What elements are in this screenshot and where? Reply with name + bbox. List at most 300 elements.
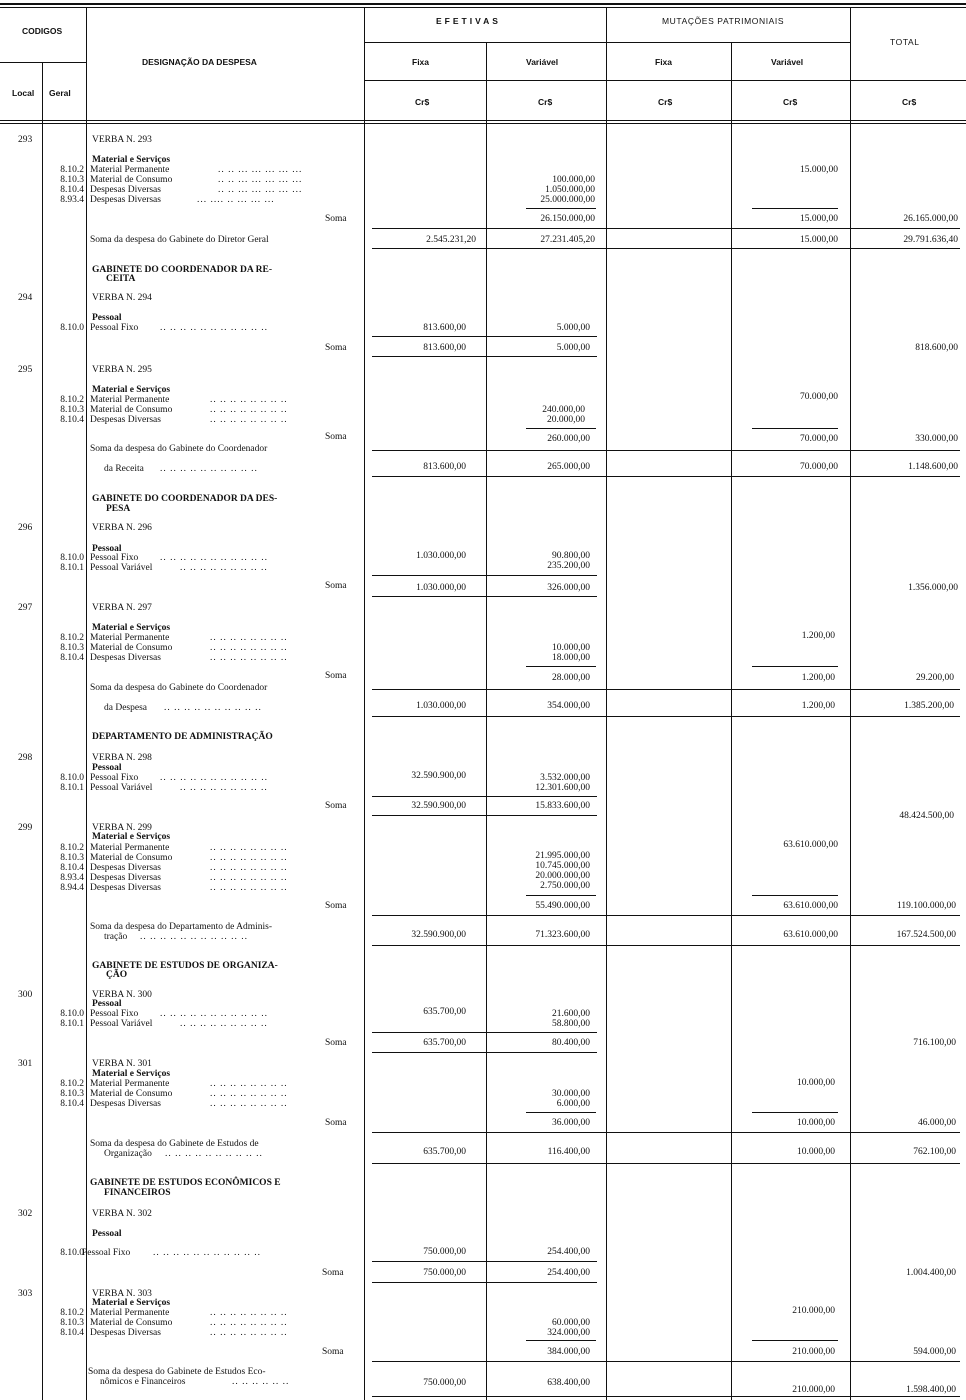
ef-variavel: 12.301.600,00	[535, 783, 590, 793]
ef-variavel: 21.995.000,00	[535, 851, 590, 861]
leader-dots: .. .. .. .. .. .. .. ..	[210, 633, 288, 643]
sum-rule	[372, 689, 960, 690]
item-desc: Despesas Diversas	[90, 873, 161, 883]
leader-dots: .. .. .. .. .. .. .. ..	[210, 643, 288, 653]
sum-rule	[372, 248, 960, 249]
ef-variavel: 6.000,00	[556, 1099, 590, 1109]
item-desc: Pessoal Variável	[90, 563, 153, 573]
hdr-codigos: CODIGOS	[22, 26, 63, 36]
leader-dots: .. .. .. .. .. .. .. ..	[210, 843, 288, 853]
mut-variavel: 15.000,00	[800, 165, 838, 175]
ef-variavel: 324.000,00	[547, 1328, 590, 1338]
leader-dots: .. .. .. .. .. .. .. ..	[210, 1328, 288, 1338]
section-title-cont: CEITA	[106, 274, 136, 284]
item-desc: Pessoal Fixo	[90, 553, 139, 563]
ef-fixa: 32.590.900,00	[411, 771, 466, 781]
soma-ef-variavel: 28.000,00	[552, 673, 590, 683]
gabinete-soma-text: Soma da despesa do Gabinete do Coordenador	[90, 444, 268, 454]
ef-variavel: 254.400,00	[547, 1247, 590, 1257]
header-sub-rule-2	[365, 80, 966, 81]
leader-dots: ... .... .. ... ... ...	[197, 195, 275, 205]
col-rule-fixa1	[486, 42, 487, 1400]
leader-dots: .. .. .. .. .. .. .. .. .. .. ..	[140, 932, 248, 942]
item-desc: Despesas Diversas	[90, 883, 161, 893]
soma-label: Soma	[325, 801, 347, 811]
leader-dots: .. .. .. .. .. .. .. ..	[210, 873, 288, 883]
geral-code: 8.10.1	[60, 1019, 84, 1029]
ef-variavel: 100.000,00	[552, 175, 595, 185]
item-desc: Material Permanente	[90, 1308, 170, 1318]
soma-total: 1.385.200,00	[904, 701, 954, 711]
soma-label: Soma	[325, 671, 347, 681]
geral-code: 8.10.3	[60, 643, 84, 653]
geral-code: 8.93.4	[60, 195, 84, 205]
section-title: GABINETE DO COORDENADOR DA DES-	[92, 494, 278, 504]
gabinete-soma-text-cont: Organização	[104, 1149, 152, 1159]
sum-rule	[526, 895, 596, 896]
verba-title: VERBA N. 299	[92, 823, 152, 833]
mut-variavel: 63.610.000,00	[783, 840, 838, 850]
soma-ef-fixa: 813.600,00	[423, 343, 466, 353]
geral-code: 8.10.3	[60, 853, 84, 863]
leader-dots: .. .. .. .. .. .. .. ..	[210, 883, 288, 893]
section-title: GABINETE DO COORDENADOR DA RE-	[92, 265, 272, 275]
leader-dots: .. .. .. .. .. ..	[232, 1377, 290, 1387]
sum-rule	[372, 575, 597, 576]
soma-label: Soma	[325, 432, 347, 442]
local-code: 301	[18, 1059, 33, 1069]
sum-rule	[526, 1112, 596, 1113]
item-desc: Pessoal Variável	[90, 783, 153, 793]
geral-code: 8.10.2	[60, 1079, 84, 1089]
leader-dots: .. .. .. .. .. .. .. .. .. .. ..	[153, 1248, 261, 1258]
leader-dots: .. .. .. .. .. .. .. .. .. .. ..	[160, 553, 268, 563]
item-desc: Material de Consumo	[90, 853, 173, 863]
geral-code: 8.10.2	[60, 1308, 84, 1318]
ef-variavel: 235.200,00	[547, 561, 590, 571]
local-code: 299	[18, 823, 33, 833]
soma-total: 594.000,00	[913, 1347, 956, 1357]
ef-variavel: 5.000,00	[556, 323, 590, 333]
item-desc: Despesas Diversas	[90, 653, 161, 663]
geral-code: 8.10.3	[60, 405, 84, 415]
geral-code: 8.10.4	[60, 1328, 84, 1338]
col-rule-var2	[850, 7, 851, 1400]
soma-label: Soma	[325, 1118, 347, 1128]
soma-total: 119.100.000,00	[896, 901, 956, 911]
verba-title: VERBA N. 293	[92, 135, 152, 145]
leader-dots: .. .. .. .. .. .. .. .. ..	[180, 783, 268, 793]
item-desc: Pessoal Fixo	[82, 1248, 131, 1258]
geral-code: 8.10.3	[60, 1318, 84, 1328]
geral-code: 8.10.0	[60, 1009, 84, 1019]
ef-variavel: 3.532.000,00	[540, 773, 590, 783]
item-desc: Material de Consumo	[90, 1318, 173, 1328]
item-desc: Despesas Diversas	[90, 185, 161, 195]
leader-dots: .. .. ... ... ... ... ...	[218, 165, 303, 175]
item-desc: Material de Consumo	[90, 1089, 173, 1099]
soma-label: Soma	[325, 214, 347, 224]
group-label: Material e Serviços	[92, 1069, 171, 1079]
local-code: 300	[18, 990, 33, 1000]
sum-rule	[372, 1282, 597, 1283]
soma-label: Soma	[325, 1038, 347, 1048]
group-label: Pessoal	[92, 544, 122, 554]
ef-variavel: 18.000,00	[552, 653, 590, 663]
header-sub-rule-1	[365, 42, 850, 43]
gabinete-soma-text-cont: da Despesa	[104, 703, 147, 713]
hdr-crs-5: Cr$	[902, 97, 917, 107]
verba-title: VERBA N. 301	[92, 1059, 152, 1069]
soma-total: 762.100,00	[913, 1147, 956, 1157]
col-rule-var1	[606, 7, 607, 1400]
ef-variavel: 1.050.000,00	[545, 185, 595, 195]
group-label: Material e Serviços	[92, 385, 171, 395]
sum-rule	[372, 716, 960, 717]
verba-title: VERBA N. 296	[92, 523, 152, 533]
hdr-crs-2: Cr$	[538, 97, 553, 107]
sum-rule	[526, 428, 596, 429]
leader-dots: .. .. .. .. .. .. .. .. ..	[180, 563, 268, 573]
soma-total: 1.148.600,00	[908, 462, 958, 472]
local-code: 302	[18, 1209, 33, 1219]
soma-ef-variavel: 260.000,00	[547, 434, 590, 444]
hdr-fixa-2: Fixa	[655, 57, 673, 67]
item-desc: Material de Consumo	[90, 175, 173, 185]
mut-variavel: 70.000,00	[800, 392, 838, 402]
ef-variavel: 30.000,00	[552, 1089, 590, 1099]
verba-title: VERBA N. 294	[92, 293, 152, 303]
sum-rule	[752, 895, 838, 896]
col-rule-fixa2	[731, 42, 732, 1400]
leader-dots: .. .. ... ... ... ... ...	[218, 175, 303, 185]
soma-mut-variavel: 10.000,00	[797, 1118, 835, 1128]
geral-code: 8.93.4	[60, 873, 84, 883]
geral-code: 8.10.0	[60, 773, 84, 783]
ef-variavel: 21.600,00	[552, 1009, 590, 1019]
sum-rule	[372, 1261, 597, 1262]
geral-code: 8.10.4	[60, 415, 84, 425]
soma-label: Soma	[325, 343, 347, 353]
geral-code: 8.10.4	[60, 185, 84, 195]
sum-rule	[372, 945, 960, 946]
soma-ef-fixa: 750.000,00	[423, 1268, 466, 1278]
soma-total: 26.165.000,00	[903, 214, 958, 224]
ef-variavel: 20.000,00	[547, 415, 585, 425]
ef-variavel: 10.745.000,00	[535, 861, 590, 871]
item-desc: Pessoal Variável	[90, 1019, 153, 1029]
soma-ef-fixa: 635.700,00	[423, 1038, 466, 1048]
leader-dots: .. .. .. .. .. .. .. .. .. ..	[164, 703, 262, 713]
soma-total: 48.424.500,00	[899, 811, 954, 821]
sum-rule	[372, 1396, 960, 1397]
soma-mut-variavel: 210.000,00	[792, 1347, 835, 1357]
local-code: 294	[18, 293, 33, 303]
soma-ef-variavel: 265.000,00	[547, 462, 590, 472]
leader-dots: .. .. .. .. .. .. .. .. .. .. ..	[160, 1009, 268, 1019]
hdr-designacao: DESIGNAÇÃO DA DESPESA	[142, 57, 257, 67]
geral-code: 8.10.4	[60, 863, 84, 873]
soma-total: 167.524.500,00	[896, 930, 956, 940]
item-desc: Despesas Diversas	[90, 195, 161, 205]
section-title-cont: PESA	[106, 504, 131, 514]
soma-mut-variavel: 70.000,00	[800, 462, 838, 472]
geral-code: 8.10.3	[60, 175, 84, 185]
group-label: Pessoal	[92, 999, 122, 1009]
soma-ef-variavel: 80.400,00	[552, 1038, 590, 1048]
soma-total: 46.000,00	[918, 1118, 956, 1128]
codigos-rule	[0, 62, 86, 63]
item-desc: Despesas Diversas	[90, 863, 161, 873]
soma-total: 330.000,00	[915, 434, 958, 444]
geral-code: 8.10.2	[60, 165, 84, 175]
hdr-mutacoes: MUTAÇÕES PATRIMONIAIS	[662, 16, 785, 26]
mut-variavel: 10.000,00	[797, 1078, 835, 1088]
soma-ef-fixa: 813.600,00	[423, 462, 466, 472]
header-bottom-rule	[0, 120, 966, 121]
local-code: 293	[18, 135, 33, 145]
sum-rule	[526, 666, 596, 667]
leader-dots: .. .. .. .. .. .. .. .. .. ..	[165, 1149, 263, 1159]
hdr-total: TOTAL	[890, 37, 920, 47]
geral-code: 8.10.4	[60, 653, 84, 663]
gabinete-soma-text: Soma da despesa do Departamento de Adminis-	[90, 922, 273, 932]
soma-ef-fixa: 1.030.000,00	[416, 701, 466, 711]
item-desc: Despesas Diversas	[90, 415, 161, 425]
soma-ef-variavel: 55.490.000,00	[535, 901, 590, 911]
leader-dots: .. .. .. .. .. .. .. .. .. ..	[160, 464, 258, 474]
hdr-fixa-1: Fixa	[412, 57, 430, 67]
sum-rule	[372, 356, 597, 357]
soma-ef-variavel: 5.000,00	[556, 343, 590, 353]
mut-variavel: 210.000,00	[792, 1306, 835, 1316]
item-desc: Material Permanente	[90, 165, 170, 175]
soma-label: Soma	[322, 1347, 344, 1357]
soma-ef-fixa: 635.700,00	[423, 1147, 466, 1157]
ef-fixa: 1.030.000,00	[416, 551, 466, 561]
leader-dots: .. .. .. .. .. .. .. ..	[210, 853, 288, 863]
leader-dots: .. .. .. .. .. .. .. ..	[210, 1318, 288, 1328]
group-label: Pessoal	[92, 313, 122, 323]
geral-code: 8.10.3	[60, 1089, 84, 1099]
sum-rule	[372, 450, 960, 451]
sum-rule	[752, 208, 838, 209]
verba-title: VERBA N. 295	[92, 365, 152, 375]
leader-dots: .. .. .. .. .. .. .. ..	[210, 405, 288, 415]
soma-total: 29.200,00	[916, 673, 954, 683]
local-code: 303	[18, 1289, 33, 1299]
ef-fixa: 750.000,00	[423, 1247, 466, 1257]
group-label: Material e Serviços	[92, 155, 171, 165]
item-desc: Pessoal Fixo	[90, 1009, 139, 1019]
sum-rule	[372, 1132, 960, 1133]
verba-title: VERBA N. 302	[92, 1209, 152, 1219]
gabinete-soma-text: Soma da despesa do Gabinete de Estudos de	[90, 1139, 259, 1149]
sum-rule	[372, 476, 960, 477]
leader-dots: .. .. ... ... ... ... ...	[218, 185, 303, 195]
item-desc: Material de Consumo	[90, 405, 173, 415]
sum-rule	[372, 336, 597, 337]
geral-code: 8.94.4	[60, 883, 84, 893]
sum-rule	[372, 596, 597, 597]
soma-mut-variavel: 15.000,00	[800, 214, 838, 224]
soma-total: 1.004.400,00	[906, 1268, 956, 1278]
soma-ef-fixa: 2.545.231,20	[426, 235, 476, 245]
leader-dots: .. .. .. .. .. .. .. .. ..	[180, 1019, 268, 1029]
gabinete-soma-text: Soma da despesa do Gabinete do Coordenador	[90, 683, 268, 693]
col-rule-local	[42, 62, 43, 1400]
ef-variavel: 58.800,00	[552, 1019, 590, 1029]
soma-ef-variavel: 354.000,00	[547, 701, 590, 711]
sum-rule	[752, 428, 838, 429]
header-bottom-rule-2	[0, 123, 966, 124]
ef-variavel: 20.000.000,00	[535, 871, 590, 881]
item-desc: Despesas Diversas	[90, 1099, 161, 1109]
leader-dots: .. .. .. .. .. .. .. .. .. .. ..	[160, 773, 268, 783]
hdr-local: Local	[12, 88, 35, 98]
leader-dots: .. .. .. .. .. .. .. ..	[210, 415, 288, 425]
section-title: GABINETE DE ESTUDOS ECONÔMICOS E	[90, 1178, 281, 1188]
verba-title: VERBA N. 303	[92, 1289, 152, 1299]
leader-dots: .. .. .. .. .. .. .. ..	[210, 1099, 288, 1109]
soma-mut-variavel: 63.610.000,00	[783, 901, 838, 911]
sum-rule	[752, 1340, 838, 1341]
hdr-variavel-1: Variável	[526, 57, 559, 67]
soma-ef-variavel: 27.231.405,20	[540, 235, 595, 245]
soma-label: Soma	[325, 581, 347, 591]
group-label: Material e Serviços	[92, 623, 171, 633]
hdr-efetivas: EFETIVAS	[436, 16, 501, 26]
group-label: Material e Serviços	[92, 832, 171, 842]
verba-title: VERBA N. 297	[92, 603, 152, 613]
top-rule-2	[0, 7, 966, 8]
col-rule-geral	[86, 7, 87, 1400]
ef-fixa: 813.600,00	[423, 323, 466, 333]
verba-title: VERBA N. 300	[92, 990, 152, 1000]
sum-rule	[372, 1052, 597, 1053]
geral-code: 8.10.1	[60, 563, 84, 573]
soma-mut-variavel: 1.200,00	[801, 701, 835, 711]
soma-ef-fixa: 32.590.900,00	[411, 930, 466, 940]
sum-rule	[372, 815, 597, 816]
local-code: 296	[18, 523, 33, 533]
leader-dots: .. .. .. .. .. .. .. ..	[210, 1089, 288, 1099]
leader-dots: .. .. .. .. .. .. .. ..	[210, 395, 288, 405]
hdr-crs-4: Cr$	[783, 97, 798, 107]
soma-label: Soma	[325, 901, 347, 911]
leader-dots: .. .. .. .. .. .. .. .. .. .. ..	[160, 323, 268, 333]
item-desc: Material de Consumo	[90, 643, 173, 653]
item-desc: Material Permanente	[90, 1079, 170, 1089]
ef-variavel: 2.750.000,00	[540, 881, 590, 891]
soma-ef-variavel: 15.833.600,00	[535, 801, 590, 811]
soma-mut-variavel: 210.000,00	[792, 1385, 835, 1395]
soma-total: 818.600,00	[915, 343, 958, 353]
local-code: 298	[18, 753, 33, 763]
sum-rule	[372, 1163, 960, 1164]
section-title: GABINETE DE ESTUDOS DE ORGANIZA-	[92, 961, 278, 971]
gabinete-soma-text-cont: tração	[104, 932, 128, 942]
local-code: 297	[18, 603, 33, 613]
section-title-cont: FINANCEIROS	[104, 1188, 171, 1198]
soma-mut-variavel: 63.610.000,00	[783, 930, 838, 940]
local-code: 295	[18, 365, 33, 375]
section-title: DEPARTAMENTO DE ADMINISTRAÇÃO	[92, 732, 273, 742]
gabinete-soma-text: Soma da despesa do Gabinete do Diretor Geral	[90, 235, 269, 245]
sum-rule	[372, 1032, 597, 1033]
soma-label: Soma	[322, 1268, 344, 1278]
ef-variavel: 10.000,00	[552, 643, 590, 653]
soma-ef-variavel: 638.400,00	[547, 1378, 590, 1388]
leader-dots: .. .. .. .. .. .. .. ..	[210, 1308, 288, 1318]
leader-dots: .. .. .. .. .. .. .. ..	[210, 863, 288, 873]
soma-ef-variavel: 26.150.000,00	[540, 214, 595, 224]
soma-ef-variavel: 116.400,00	[547, 1147, 590, 1157]
item-desc: Material Permanente	[90, 633, 170, 643]
sum-rule	[372, 1361, 960, 1362]
geral-code: 8.10.0	[60, 1248, 84, 1258]
sum-rule	[372, 228, 960, 229]
gabinete-soma-text-cont: da Receita	[104, 464, 144, 474]
section-title-cont: ÇÃO	[106, 970, 128, 980]
geral-code: 8.10.4	[60, 1099, 84, 1109]
group-label: Pessoal	[92, 1229, 122, 1239]
soma-ef-variavel: 384.000,00	[547, 1347, 590, 1357]
hdr-geral: Geral	[49, 88, 71, 98]
hdr-crs-1: Cr$	[415, 97, 430, 107]
soma-ef-fixa: 750.000,00	[423, 1378, 466, 1388]
geral-code: 8.10.2	[60, 633, 84, 643]
soma-ef-variavel: 71.323.600,00	[535, 930, 590, 940]
ef-fixa: 635.700,00	[423, 1007, 466, 1017]
verba-title: VERBA N. 298	[92, 753, 152, 763]
soma-mut-variavel: 1.200,00	[801, 673, 835, 683]
geral-code: 8.10.1	[60, 783, 84, 793]
soma-ef-fixa: 32.590.900,00	[411, 801, 466, 811]
soma-ef-variavel: 254.400,00	[547, 1268, 590, 1278]
soma-ef-fixa: 1.030.000,00	[416, 583, 466, 593]
top-rule	[0, 3, 966, 5]
soma-total: 29.791.636,40	[903, 235, 958, 245]
item-desc: Material Permanente	[90, 843, 170, 853]
mut-variavel: 1.200,00	[801, 631, 835, 641]
ef-variavel: 240.000,00	[542, 405, 585, 415]
hdr-crs-3: Cr$	[658, 97, 673, 107]
item-desc: Material Permanente	[90, 395, 170, 405]
col-rule-desc	[364, 7, 365, 1400]
gabinete-soma-text-cont: nômicos e Financeiros	[100, 1377, 186, 1387]
gabinete-soma-text: Soma da despesa do Gabinete de Estudos Eco-	[88, 1367, 266, 1377]
sum-rule	[372, 796, 597, 797]
hdr-variavel-2: Variável	[771, 57, 804, 67]
item-desc: Pessoal Fixo	[90, 773, 139, 783]
geral-code: 8.10.0	[60, 553, 84, 563]
group-label: Material e Serviços	[92, 1298, 171, 1308]
ef-variavel: 25.000.000,00	[540, 195, 595, 205]
sum-rule	[752, 1112, 838, 1113]
soma-mut-variavel: 10.000,00	[797, 1147, 835, 1157]
ef-variavel: 60.000,00	[552, 1318, 590, 1328]
sum-rule	[526, 208, 596, 209]
leader-dots: .. .. .. .. .. .. .. ..	[210, 1079, 288, 1089]
sum-rule	[752, 666, 838, 667]
leader-dots: .. .. .. .. .. .. .. ..	[210, 653, 288, 663]
soma-total: 1.356.000,00	[908, 583, 958, 593]
soma-mut-variavel: 15.000,00	[800, 235, 838, 245]
group-label: Pessoal	[92, 763, 122, 773]
sum-rule	[372, 915, 960, 916]
soma-ef-variavel: 326.000,00	[547, 583, 590, 593]
